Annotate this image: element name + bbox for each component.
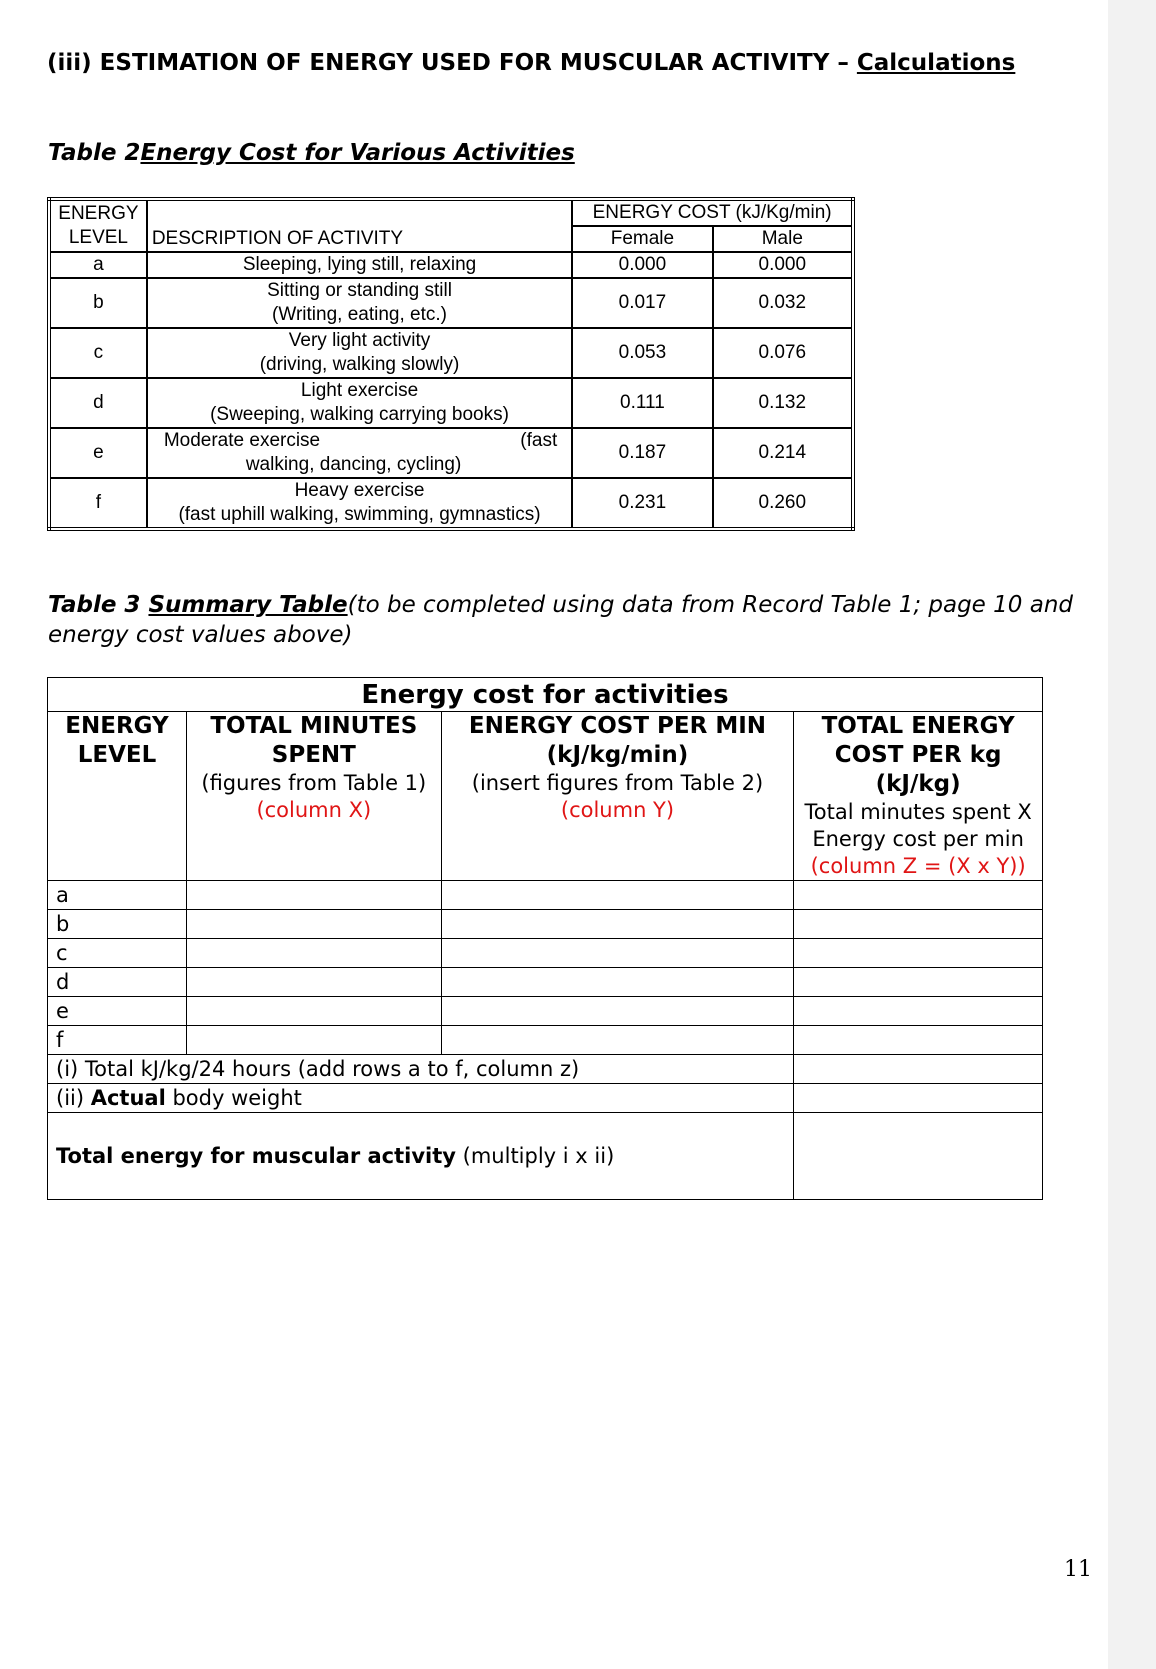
page-margin-strip (1108, 0, 1156, 1669)
cost-cell[interactable] (441, 939, 794, 968)
t2-row-a: a Sleeping, lying still, relaxing 0.000 0.000 (49, 252, 853, 278)
col-total-minutes-header: TOTAL MINUTES SPENT (figures from Table 1) (column X) (186, 712, 441, 881)
cost-cell[interactable] (441, 997, 794, 1026)
summary-row-e: e (48, 997, 1043, 1026)
summary-muscular-row (48, 1113, 1043, 1200)
summary-row-a: a (48, 881, 1043, 910)
heading-text: (iii) ESTIMATION OF ENERGY USED FOR MUSCULAR ACTIVITY – (47, 50, 857, 76)
t2-header-male: Male (713, 226, 853, 252)
total-cell[interactable] (794, 968, 1043, 997)
section-heading (47, 50, 1015, 76)
col-total-energy-header: TOTAL ENERGY COST PER kg (kJ/kg) Total minutes spent X Energy cost per min (column Z = (X x Y)) (794, 712, 1043, 881)
body-weight-cell[interactable] (794, 1084, 1043, 1113)
table3-caption-title: Summary Table (148, 592, 348, 618)
t2-row-d: d Light exercise (Sweeping, walking carrying books) 0.111 0.132 (49, 378, 853, 428)
total-cell[interactable] (794, 881, 1043, 910)
total-kj-cell[interactable] (794, 1055, 1043, 1084)
total-kj-label: (i) Total kJ/kg/24 hours (add rows a to f, column z) (48, 1055, 794, 1084)
total-cell[interactable] (794, 910, 1043, 939)
summary-row-b: b (48, 910, 1043, 939)
table2-caption-title: Energy Cost for Various Activities (140, 140, 575, 166)
heading-calculations: Calculations (856, 50, 1016, 76)
t2-row-c: c Very light activity (driving, walking slowly) 0.053 0.076 (49, 328, 853, 378)
cost-cell[interactable] (441, 910, 794, 939)
minutes-cell[interactable] (186, 881, 441, 910)
summary-table-title: Energy cost for activities (48, 678, 1043, 712)
body-weight-label: (ii) Actual body weight (48, 1084, 794, 1113)
muscular-energy-label: Total energy for muscular activity (multiply i x ii) (48, 1113, 794, 1200)
summary-weight-row (48, 1084, 1043, 1113)
energy-cost-table (47, 197, 855, 531)
t2-row-f: f Heavy exercise (fast uphill walking, swimming, gymnastics) 0.231 0.260 (49, 478, 853, 529)
summary-row-d: d (48, 968, 1043, 997)
table2-caption (48, 140, 575, 166)
t2-header-level: ENERGY LEVEL (49, 199, 147, 252)
total-cell[interactable] (794, 939, 1043, 968)
t2-row-e: e Moderate exercise (fast walking, dancing, cycling) 0.187 0.214 (49, 428, 853, 478)
table3-caption-prefix: Table 3 (48, 592, 149, 618)
total-cell[interactable] (794, 1026, 1043, 1055)
minutes-cell[interactable] (186, 997, 441, 1026)
summary-row-c: c (48, 939, 1043, 968)
t2-row-b: b Sitting or standing still (Writing, eating, etc.) 0.017 0.032 (49, 278, 853, 328)
summary-total-row (48, 1055, 1043, 1084)
total-cell[interactable] (794, 997, 1043, 1026)
minutes-cell[interactable] (186, 939, 441, 968)
col-energy-cost-header: ENERGY COST PER MIN (kJ/kg/min) (insert figures from Table 2) (column Y) (441, 712, 794, 881)
table2-caption-prefix: Table 2 (48, 140, 141, 166)
summary-row-f: f (48, 1026, 1043, 1055)
t2-header-energy-cost: ENERGY COST (kJ/Kg/min) (572, 199, 853, 226)
table3-caption-rest: (to be completed using data from Record Table 1; page 10 and energy cost values above) (48, 592, 1073, 648)
muscular-energy-cell[interactable] (794, 1113, 1043, 1200)
table3-caption (48, 590, 1148, 650)
minutes-cell[interactable] (186, 910, 441, 939)
cost-cell[interactable] (441, 1026, 794, 1055)
cost-cell[interactable] (441, 968, 794, 997)
minutes-cell[interactable] (186, 1026, 441, 1055)
summary-table (47, 677, 1043, 1200)
cost-cell[interactable] (441, 881, 794, 910)
t2-header-female: Female (572, 226, 712, 252)
t2-header-description: DESCRIPTION OF ACTIVITY (147, 199, 572, 252)
page-number: 11 (1064, 1557, 1092, 1582)
col-energy-level-header: ENERGY LEVEL (48, 712, 187, 881)
minutes-cell[interactable] (186, 968, 441, 997)
